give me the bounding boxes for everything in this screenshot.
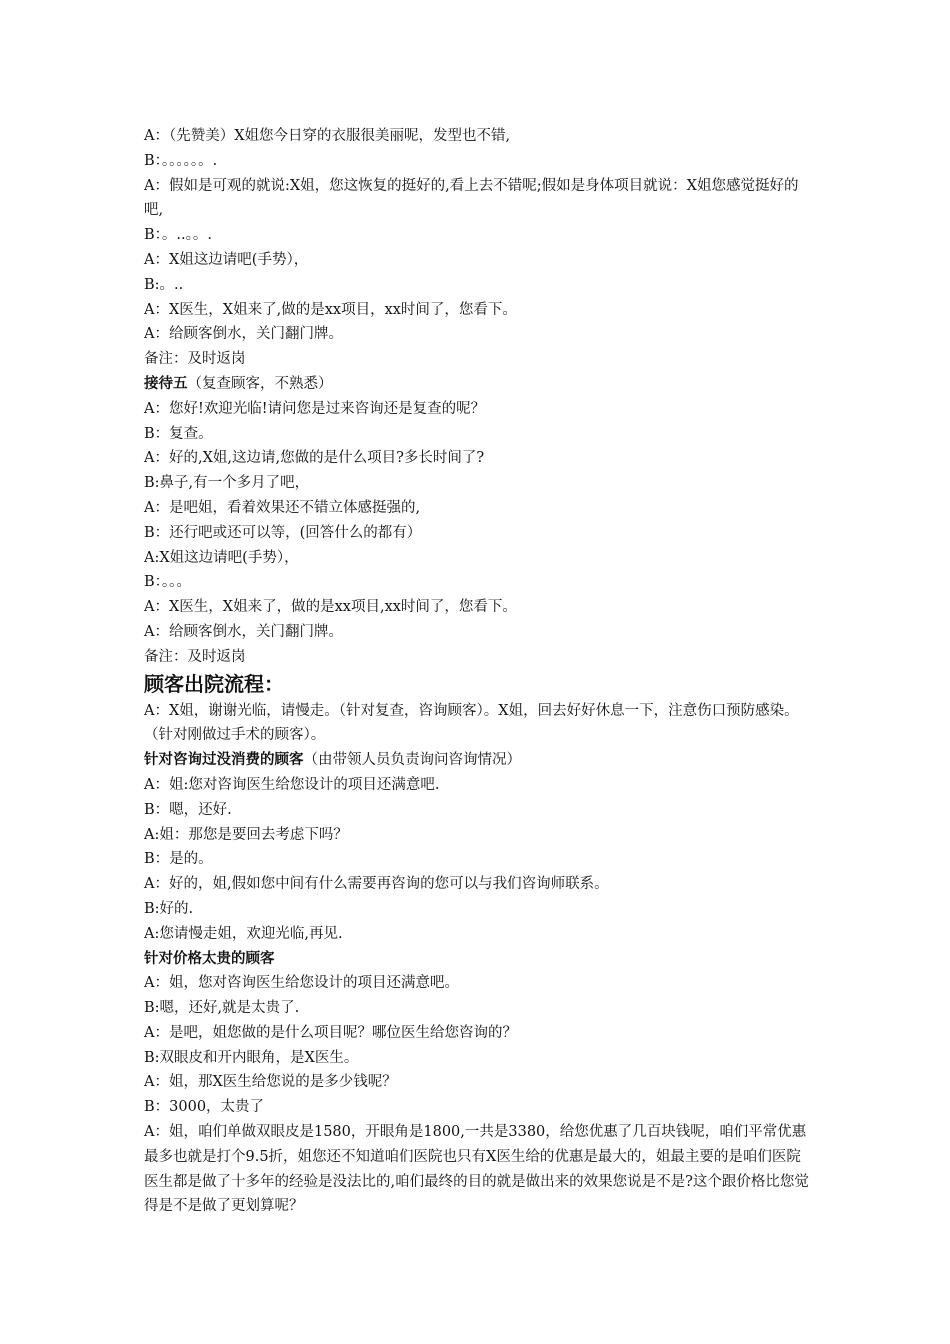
dialogue-line: B：。..。。. <box>144 227 212 244</box>
dialogue-line: A：姐:您对咨询医生给您设计的项目还满意吧. <box>144 776 440 793</box>
dialogue-line: B：复查。 <box>144 425 213 442</box>
dialogue-line: A：好的,X姐,这边请,您做的是什么项目?多长时间了? <box>144 450 485 467</box>
dialogue-line: B：是的。 <box>144 851 213 868</box>
dialogue-line: B：。。。 <box>144 574 191 591</box>
dialogue-line: A：您好!欢迎光临!请问您是过来咨询还是复查的呢？ <box>144 400 486 417</box>
dialogue-line: B：。。。。。。. <box>144 152 218 169</box>
dialogue-line: A：（先赞美）X姐您今日穿的衣服很美丽呢，发型也不错, <box>144 128 511 144</box>
dialogue-line: B:好的. <box>144 900 194 917</box>
dialogue-line: A：是吧，姐您做的是什么项目呢？哪位医生给您咨询的？ <box>144 1024 517 1041</box>
section-title-bold: 接待五 <box>144 375 188 392</box>
note-line: 备注：及时返岗 <box>144 648 246 665</box>
dialogue-line: A：给顾客倒水，关门翻门牌。 <box>144 326 343 343</box>
dialogue-line: A：是吧姐，看着效果还不错立体感挺强的, <box>144 499 421 516</box>
document-page <box>144 124 810 1219</box>
dialogue-line: A：姐，咱们单做双眼皮是1580，开眼角是1800,一共是3380，给您优惠了几百块钱呢，咱们平常优惠最多也就是打个9.5折，姐您还不知道咱们医院也只有X医生给的优惠是最大的，姐最主要的是咱们医院医生都是做了十多年的经验是没法比的,咱们最终的目的就是做出来的效果您说是不是?这个跟价格比您觉得是不是做了更划算呢？ <box>144 1124 809 1215</box>
dialogue-line: A：姐，那X医生给您说的是多少钱呢？ <box>144 1074 397 1091</box>
section-title-rest: （复查顾客，不熟悉） <box>187 375 333 392</box>
dialogue-line: A：X医生，X姐来了，做的是xx项目,xx时间了，您看下。 <box>144 599 517 616</box>
section-title-reception-5 <box>144 372 810 397</box>
dialogue-line: A：姐，您对咨询医生给您设计的项目还满意吧。 <box>144 975 459 992</box>
dialogue-line: B:嗯，还好,就是太贵了. <box>144 1000 300 1017</box>
dialogue-line: A：X姐这边请吧(手势）， <box>144 251 309 268</box>
section-title-bold: 针对价格太贵的顾客 <box>144 950 275 967</box>
note-line: 备注：及时返岗 <box>144 351 246 368</box>
dialogue-line: A：好的，姐,假如您中间有什么需要再咨询的您可以与我们咨询师联系。 <box>144 876 609 893</box>
section-title-bold: 针对咨询过没消费的顾客 <box>144 752 304 769</box>
dialogue-line: A:X姐这边请吧(手势）， <box>144 549 299 566</box>
exit-intro: A：X姐，谢谢光临，请慢走。（针对复查，咨询顾客）。X姐，回去好好休息一下，注意伤口预防感染。（针对刚做过手术的顾客）。 <box>144 702 799 744</box>
dialogue-line: B：3000，太贵了 <box>144 1099 265 1116</box>
dialogue-line: A：假如是可观的就说:X姐，您这恢复的挺好的,看上去不错呢;假如是身体项目就说：X姐您感觉挺好的吧, <box>144 177 799 219</box>
dialogue-line: B:。.. <box>144 276 184 293</box>
dialogue-line: A：给顾客倒水，关门翻门牌。 <box>144 623 343 640</box>
dialogue-line: B：嗯，还好. <box>144 801 232 818</box>
dialogue-line: A:您请慢走姐，欢迎光临,再见. <box>144 925 343 942</box>
dialogue-line: A：X医生，X姐来了,做的是xx项目，xx时间了，您看下。 <box>144 301 517 318</box>
dialogue-line: B：还行吧或还可以等，(回答什么的都有） <box>144 524 422 541</box>
exit-process-heading: 顾客出院流程： <box>144 671 284 696</box>
section-title-rest: （由带领人员负责询问咨询情况） <box>303 752 521 769</box>
dialogue-line: B:双眼皮和开内眼角，是X医生。 <box>144 1049 359 1066</box>
dialogue-line: A:姐：那您是要回去考虑下吗？ <box>144 826 348 843</box>
section-title-price <box>144 947 810 972</box>
section-title-consult <box>144 748 810 773</box>
dialogue-line: B:鼻子,有一个多月了吧， <box>144 475 310 492</box>
